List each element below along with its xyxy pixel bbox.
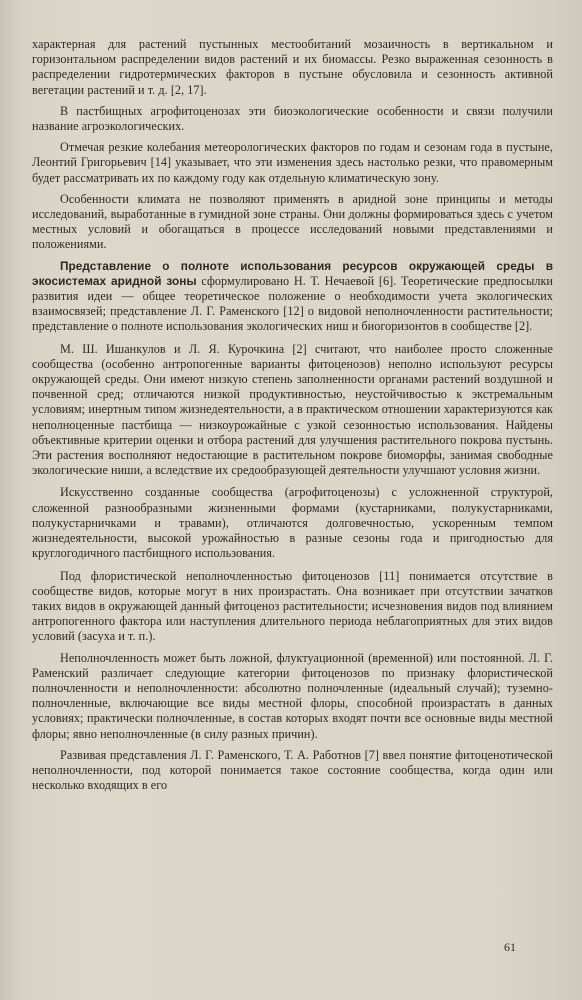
paragraph-1 (32, 37, 553, 98)
paragraph-3 (32, 140, 553, 186)
document-body (32, 37, 553, 793)
paragraph-1-text: характерная для растений пустынных местообитаний мозаичность в вертикальном и горизонтальном распределении видов растений и их биомассы. Резко выраженная сезонность в распределении гидротермических факторов в пустыне обусловила и сезонность активной вегетации растений и т. д. [2, 17]. (32, 37, 553, 97)
paragraph-5 (32, 259, 553, 335)
paragraph-10-text: Развивая представления Л. Г. Раменского, Т. А. Работнов [7] ввел понятие фитоценотической неполночленности, под которой понимается такое состояние сообщества, когда один или несколько входящих в его (32, 747, 553, 793)
paragraph-6 (32, 342, 553, 479)
paragraph-7-text: Искусственно созданные сообщества (агрофитоценозы) с усложненной структурой, сложенной разнообразными жизненными формами (кустарниками, полукустарниками, полукустарничками и травами), отличаются долговечностью, ускоренным темпом жизнедеятельности, высокой урожайностью в разные сезоны года и пригодностью для круглогодичного пастбищного использования. (32, 485, 553, 561)
paragraph-4 (32, 192, 553, 253)
paragraph-9-text: Неполночленность может быть ложной, флуктуационной (временной) или постоянной. Л. Г. Раменский различает следующие категории фитоценозов по признаку флористической полночленности и неполночленности: абсолютно полночленные (идеальный случай); туземно-полночленные, включающие все виды местной флоры, способной произрастать в данных условиях; практически полночленные, в состав которых входят почти все основные виды местной флоры; явно неполночленные (в силу разных причин). (32, 650, 553, 741)
paragraph-9 (32, 651, 553, 742)
paragraph-4-text: Особенности климата не позволяют применять в аридной зоне принципы и методы исследований, выработанные в гумидной зоне страны. Они должны формироваться здесь с учетом местных условий и обогащаться в процессе исследований новыми представлениями и положениями. (32, 191, 553, 252)
paragraph-5-text: сформулировано Н. Т. Нечаевой [6]. Теоретические предпосылки развития идеи — общее теоретическое положение о необходимости учета экологических взаимосвязей; представление Л. Г. Раменского [12] о видовой неполночленности растительности; представление о полноте использования экологических ниш и биогоризонтов в сообществе [2]. (32, 273, 553, 334)
paragraph-2 (32, 104, 553, 134)
paragraph-10 (32, 748, 553, 794)
paragraph-8-text: Под флористической неполночленностью фитоценозов [11] понимается отсутствие в сообществе видов, которые могут в них произрастать. Она возникает при отсутствии зачатков таких видов в окружающей данный фитоценоз растительности; исчезновения видов под влиянием антропогенного фактора или наступления длительного периода неблагоприятных для этих видов условий (засуха и т. п.). (32, 568, 553, 644)
paragraph-5-lead: Представление о полноте использования ресурсов окружающей среды в экосистемах аридной зоны (32, 258, 553, 288)
paragraph-2-text: В пастбищных агрофитоценозах эти биоэкологические особенности и связи получили название агроэкологических. (32, 103, 553, 134)
paragraph-6-text: М. Ш. Ишанкулов и Л. Я. Курочкина [2] считают, что наиболее просто сложенные сообщества (особенно антропогенные варианты фитоценозов) неполно используют ресурсы окружающей среды. Они имеют низкую степень заполненности органами растений воздушной и почвенной сред; отличаются низкой продуктивностью, неустойчивостью к экстремальным условиям; инертным типом жизнедеятельности, а в практическом отношении характеризуются как неполноценные пастбища — низкоурожайные с узкой сезонностью использования. Найдены объективные критерии оценки и отбора растений для улучшения растительного покрова пустынь. Эти растения восполняют недостающие в растительном покрове биоморфы, занимая свободные экологические ниши, а вследствие их средообразующей деятельности улучшают условия жизни. (32, 341, 553, 478)
paragraph-7 (32, 485, 553, 561)
paragraph-3-text: Отмечая резкие колебания метеорологических факторов по годам и сезонам года в пустыне, Леонтий Григорьевич [14] указывает, что эти изменения здесь настолько резки, что правомерным будет рассматривать их по каждому году как отдельную климатическую зону. (32, 140, 553, 185)
page-number: 61 (504, 940, 516, 954)
paragraph-8 (32, 569, 553, 645)
